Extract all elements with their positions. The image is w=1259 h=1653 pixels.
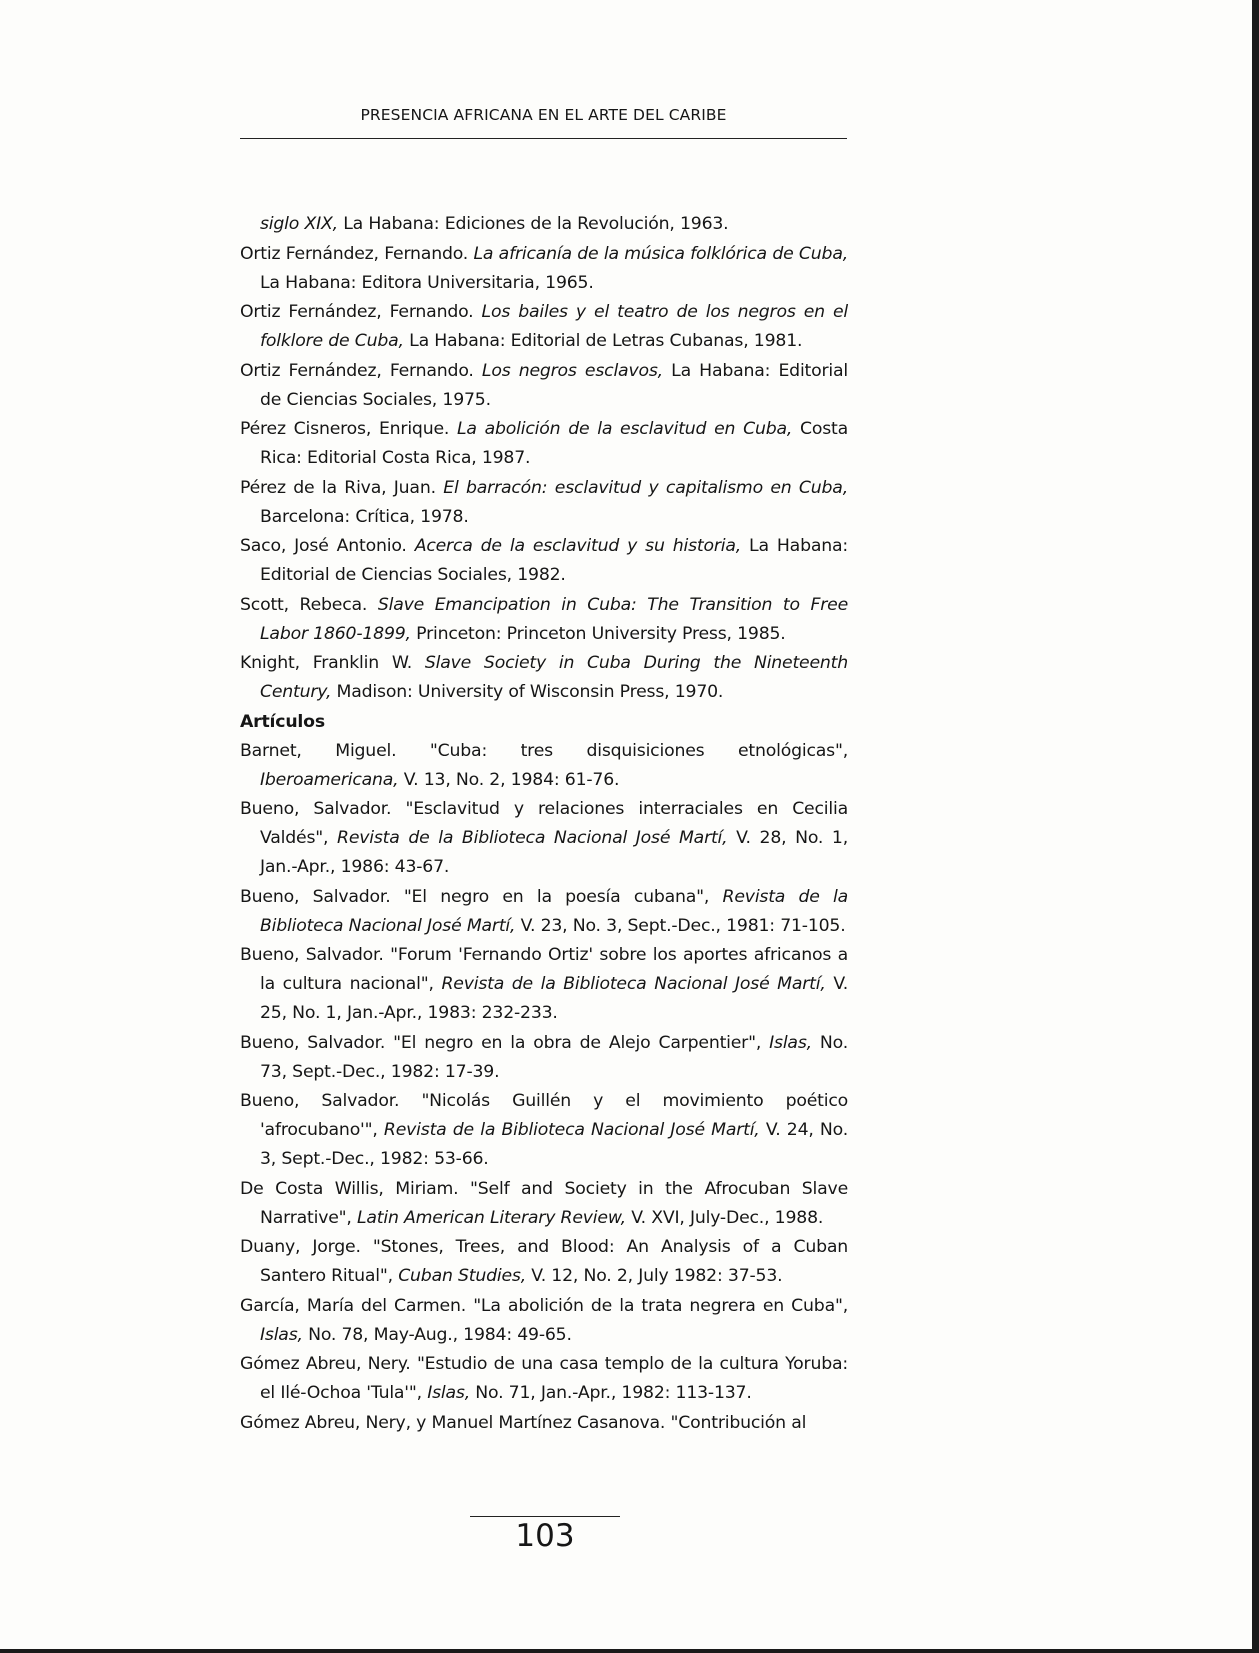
entry-publication: V. 13, No. 2, 1984: 61-76.	[398, 769, 620, 790]
entry-article-title: "El negro en la poesía cubana",	[403, 886, 723, 907]
bib-entry	[240, 1087, 848, 1174]
bib-entry	[240, 883, 848, 941]
entry-author: Ortiz Fernández, Fernando.	[240, 360, 482, 381]
entry-publication: La Habana: Ediciones de la Revolución, 1963.	[337, 214, 729, 234]
entry-publication: V. 25, No. 1, Jan.-Apr., 1983: 232-233.	[260, 974, 848, 1023]
entry-author: Knight, Franklin W.	[240, 653, 425, 673]
running-header: PRESENCIA AFRICANA EN EL ARTE DEL CARIBE	[360, 106, 727, 124]
bib-entry	[240, 1292, 848, 1350]
bib-entry	[240, 357, 848, 415]
entry-author: Ortiz Fernández, Fernando.	[240, 302, 482, 322]
bib-entry	[240, 210, 848, 239]
entry-title: La africanía de la música folklórica de Cuba,	[473, 243, 848, 264]
entry-article-title: "Forum 'Fernando Ortiz' sobre los aportes africanos a la cultura nacional",	[260, 945, 848, 994]
entry-author: Pérez de la Riva, Juan.	[240, 477, 444, 498]
entry-author: Bueno, Salvador.	[240, 1091, 422, 1111]
entry-title: El barracón: esclavitud y capitalismo en Cuba,	[443, 477, 848, 498]
bib-entry	[240, 474, 848, 532]
entry-publication: Costa Rica: Editorial Costa Rica, 1987.	[260, 419, 849, 468]
entry-source: Iberoamericana,	[260, 769, 399, 790]
entry-article-title: "Esclavitud y relaciones interraciales en Cecilia Valdés",	[260, 799, 848, 848]
entry-publication: La Habana: Editora Universitaria, 1965.	[260, 272, 594, 293]
bib-entry	[240, 240, 848, 298]
entry-title: La abolición de la esclavitud en Cuba,	[457, 419, 793, 439]
entry-publication: No. 71, Jan.-Apr., 1982: 113-137.	[470, 1383, 752, 1403]
entry-article-title: "Contribución al	[670, 1412, 807, 1433]
bib-entry	[240, 591, 848, 649]
entry-author: Bueno, Salvador.	[240, 945, 391, 965]
entry-title: Slave Emancipation in Cuba: The Transition to Free Labor 1860-1899,	[260, 594, 849, 644]
articles-heading: Artículos	[240, 711, 325, 732]
entry-source: Islas,	[769, 1032, 812, 1053]
entry-author: Bueno, Salvador.	[240, 1032, 394, 1053]
bib-entry	[240, 415, 848, 473]
bib-entry	[240, 1233, 848, 1291]
entry-title: Slave Society in Cuba During the Nineteenth Century,	[260, 653, 848, 702]
entry-publication: V. 23, No. 3, Sept.-Dec., 1981: 71-105.	[515, 915, 846, 936]
entry-title: Los bailes y el teatro de los negros en el folklore de Cuba,	[260, 302, 848, 351]
entry-author: Bueno, Salvador.	[240, 886, 404, 907]
entry-author: Scott, Rebeca.	[240, 594, 378, 615]
entry-article-title: "Estudio de una casa templo de la cultura Yoruba: el Ilé-Ochoa 'Tula'",	[260, 1354, 848, 1403]
entry-source: Cuban Studies,	[398, 1266, 527, 1286]
entry-publication: Madison: University of Wisconsin Press, 1970.	[331, 682, 724, 702]
entry-author: Saco, José Antonio.	[240, 536, 415, 556]
articles-list	[240, 737, 848, 1438]
entry-publication: No. 78, May-Aug., 1984: 49-65.	[302, 1324, 572, 1345]
entry-publication: No. 73, Sept.-Dec., 1982: 17-39.	[260, 1032, 848, 1082]
entry-author: Gómez Abreu, Nery, y Manuel Martínez Casanova.	[240, 1412, 671, 1433]
entry-article-title: "El negro en la obra de Alejo Carpentier",	[393, 1032, 770, 1053]
entry-source: Islas,	[427, 1383, 470, 1403]
bib-entry	[240, 298, 848, 356]
entry-source: Revista de la Biblioteca Nacional José Martí,	[260, 886, 848, 936]
entry-author: Duany, Jorge.	[240, 1237, 373, 1257]
entry-publication: V. 24, No. 3, Sept.-Dec., 1982: 53-66.	[260, 1120, 848, 1169]
entry-publication: La Habana: Editorial de Letras Cubanas, 1981.	[403, 331, 803, 351]
entry-author: De Costa Willis, Miriam.	[240, 1178, 471, 1199]
entry-source: Revista de la Biblioteca Nacional José Martí,	[441, 974, 826, 994]
entry-publication: V. XVI, July-Dec., 1988.	[625, 1207, 824, 1228]
entry-author: Pérez Cisneros, Enrique.	[240, 419, 457, 439]
bib-entry	[240, 941, 848, 1028]
bib-entry	[240, 649, 848, 707]
entry-source: Islas,	[260, 1324, 303, 1345]
entry-source: Revista de la Biblioteca Nacional José Martí,	[337, 828, 728, 848]
entry-publication: La Habana: Editorial de Ciencias Sociales, 1975.	[260, 360, 848, 410]
entry-article-title: "Self and Society in the Afrocuban Slave Narrative",	[260, 1178, 848, 1228]
entry-title: siglo XIX,	[260, 214, 338, 234]
bib-entry	[240, 737, 848, 795]
entry-title: Los negros esclavos,	[481, 360, 663, 381]
bib-entry	[240, 1350, 848, 1408]
entry-publication: Barcelona: Crítica, 1978.	[260, 506, 469, 527]
entry-article-title: "Nicolás Guillén y el movimiento poético 'afrocubano'",	[260, 1091, 849, 1140]
entry-author: Barnet, Miguel.	[240, 740, 430, 761]
entry-article-title: "Cuba: tres disquisiciones etnológicas",	[429, 740, 848, 761]
entry-publication: V. 12, No. 2, July 1982: 37-53.	[526, 1266, 783, 1286]
entry-author: Ortiz Fernández, Fernando.	[240, 243, 474, 264]
entry-author: García, María del Carmen.	[240, 1295, 474, 1316]
bibliography	[240, 210, 848, 1438]
entry-publication: La Habana: Editorial de Ciencias Sociales, 1982.	[260, 536, 848, 585]
entry-title: Acerca de la esclavitud y su historia,	[414, 536, 742, 556]
entry-article-title: "Stones, Trees, and Blood: An Analysis of a Cuban Santero Ritual",	[260, 1237, 849, 1286]
entry-publication: Princeton: Princeton University Press, 1985.	[410, 623, 786, 644]
bib-entry	[240, 1409, 848, 1438]
header-rule	[240, 138, 847, 139]
bib-entry	[240, 1175, 848, 1233]
entry-publication: V. 28, No. 1, Jan.-Apr., 1986: 43-67.	[260, 828, 848, 877]
entry-author: Bueno, Salvador.	[240, 799, 406, 819]
entry-source: Latin American Literary Review,	[356, 1207, 626, 1228]
entry-source: Revista de la Biblioteca Nacional José Martí,	[383, 1120, 760, 1140]
entry-author: Gómez Abreu, Nery.	[240, 1354, 417, 1374]
bib-entry	[240, 1029, 848, 1087]
bib-entry	[240, 532, 848, 590]
books-list	[240, 210, 848, 707]
entry-article-title: "La abolición de la trata negrera en Cuba",	[473, 1295, 849, 1316]
bib-entry	[240, 795, 848, 882]
page-number: 103	[515, 1518, 575, 1554]
